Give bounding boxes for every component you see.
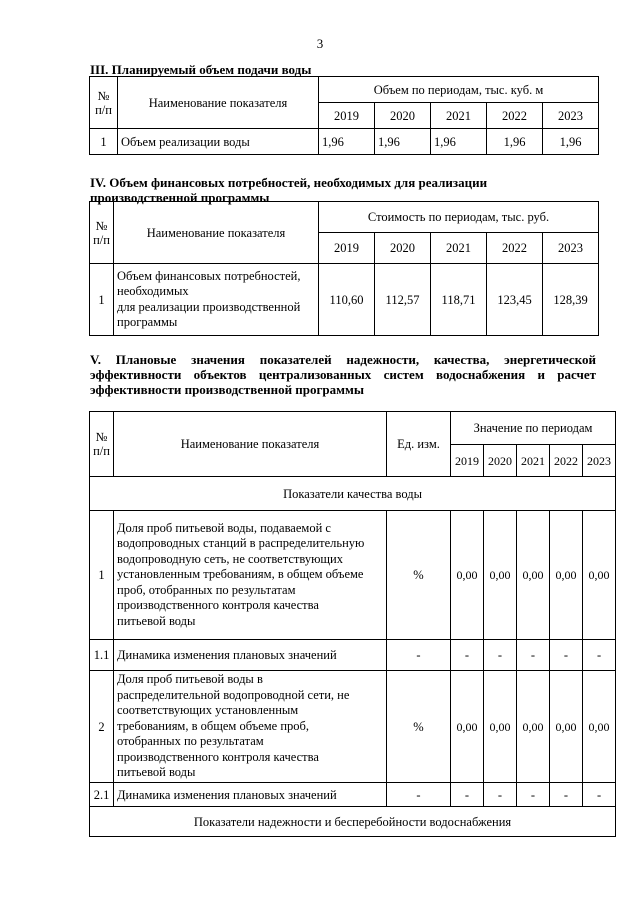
row-num: 2 [90,671,114,783]
year-header: 2022 [487,103,543,129]
section4-title: IV. Объем финансовых потребностей, необходимых для реализации производственной программы [90,175,488,205]
row-num: 1 [90,129,118,155]
group-row-reliability: Показатели надежности и бесперебойности водоснабжения [90,807,616,837]
table-row [90,783,616,807]
row-num: 2.1 [90,783,114,807]
col-unit-header: Ед. изм. [387,412,451,477]
row-value: - [517,783,550,807]
row-value: 0,00 [484,671,517,783]
col-group-header: Объем по периодам, тыс. куб. м [319,77,599,103]
row-name: Динамика изменения плановых значений [114,783,387,807]
col-group-header: Значение по периодам [451,412,616,445]
row-value: - [583,640,616,671]
row-value: 118,71 [431,264,487,336]
row-value: 123,45 [487,264,543,336]
row-value: 1,96 [375,129,431,155]
col-group-header: Стоимость по периодам, тыс. руб. [319,202,599,233]
table-indicators [89,411,616,837]
col-name-header: Наименование показателя [118,77,319,129]
year-header: 2020 [375,103,431,129]
row-value: - [517,640,550,671]
row-value: - [550,640,583,671]
year-header: 2020 [375,233,431,264]
row-value: 0,00 [517,511,550,640]
row-value: - [550,783,583,807]
table-water-supply [89,76,599,155]
row-value: 110,60 [319,264,375,336]
row-num: 1.1 [90,640,114,671]
row-value: 0,00 [517,671,550,783]
col-num-header: № п/п [90,202,114,264]
col-name-header: Наименование показателя [114,412,387,477]
year-header: 2019 [451,445,484,477]
year-header: 2023 [543,103,599,129]
row-unit: - [387,640,451,671]
row-value: 0,00 [550,671,583,783]
row-value: 0,00 [583,511,616,640]
row-value: - [484,783,517,807]
year-header: 2022 [487,233,543,264]
year-header: 2021 [431,233,487,264]
year-header: 2023 [583,445,616,477]
row-value: 112,57 [375,264,431,336]
year-header: 2019 [319,233,375,264]
table-row [90,640,616,671]
year-header: 2023 [543,233,599,264]
table-financial-needs [89,201,599,336]
row-value: 1,96 [431,129,487,155]
row-name: Доля проб питьевой воды, подаваемой с водопроводных станций в распределительную водопроводную сеть, не соответствующих установленным требованиям, в общем объеме проб, отобранных по результатам производственного контроля качества питьевой воды [114,511,387,640]
row-value: 0,00 [550,511,583,640]
row-value: 0,00 [484,511,517,640]
year-header: 2021 [517,445,550,477]
row-value: 0,00 [583,671,616,783]
col-num-header: № п/п [90,77,118,129]
table-row [90,129,599,155]
row-num: 1 [90,511,114,640]
row-num: 1 [90,264,114,336]
row-value: - [583,783,616,807]
group-row-quality: Показатели качества воды [90,477,616,511]
section3-title: III. Планируемый объем подачи воды [90,62,312,77]
page-number: 3 [316,36,324,51]
section5-title: V. Плановые значения показателей надежности, качества, энергетической эффективности объектов централизованных систем водоснабжения и расчет эффективности производственной программы [90,352,596,397]
row-name: Объем реализации воды [118,129,319,155]
row-name: Доля проб питьевой воды в распределительной водопроводной сети, не соответствующих установленным требованиям, в общем объеме проб, отобранных по результатам производственного контроля качества питьевой воды [114,671,387,783]
row-unit: % [387,671,451,783]
year-header: 2019 [319,103,375,129]
row-value: 1,96 [319,129,375,155]
col-name-header: Наименование показателя [114,202,319,264]
row-name: Динамика изменения плановых значений [114,640,387,671]
year-header: 2020 [484,445,517,477]
table-row [90,264,599,336]
row-unit: % [387,511,451,640]
row-name: Объем финансовых потребностей, необходимых для реализации производственной программы [114,264,319,336]
row-value: - [484,640,517,671]
col-num-header: № п/п [90,412,114,477]
row-value: - [451,640,484,671]
year-header: 2022 [550,445,583,477]
row-value: 1,96 [487,129,543,155]
year-header: 2021 [431,103,487,129]
row-value: 1,96 [543,129,599,155]
row-value: 0,00 [451,511,484,640]
row-value: - [451,783,484,807]
row-unit: - [387,783,451,807]
table-row [90,671,616,783]
table-row [90,511,616,640]
row-value: 0,00 [451,671,484,783]
row-value: 128,39 [543,264,599,336]
